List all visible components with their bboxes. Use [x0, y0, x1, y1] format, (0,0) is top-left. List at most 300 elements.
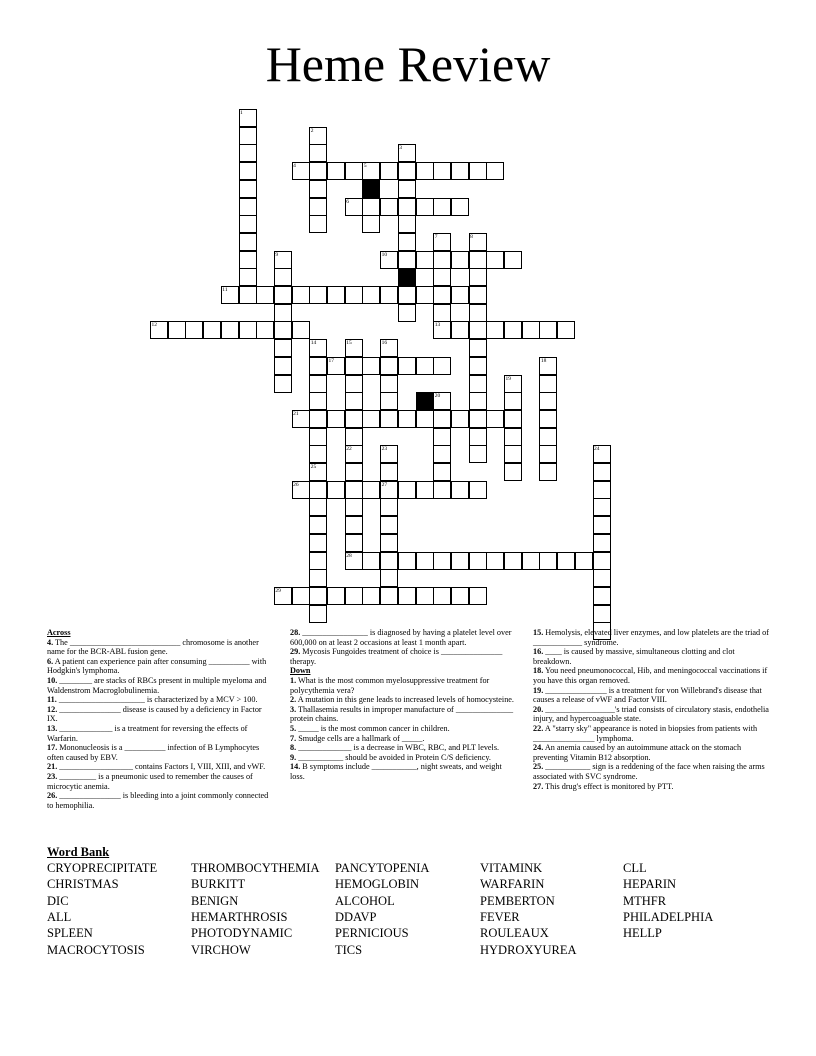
grid-cell[interactable] — [539, 392, 557, 410]
grid-cell[interactable] — [416, 251, 434, 269]
clue-number: 28 — [346, 552, 352, 559]
grid-cell[interactable] — [433, 552, 451, 570]
clue-number: 27 — [381, 481, 388, 488]
clue-number-label: 24. — [533, 743, 544, 753]
grid-cell[interactable] — [433, 463, 451, 481]
grid-cell[interactable] — [309, 534, 327, 552]
grid-cell[interactable] — [345, 463, 363, 481]
right-clues — [533, 628, 773, 791]
clue — [290, 628, 515, 647]
clue-number: 10 — [381, 251, 388, 258]
clue-number-label: 5. — [290, 723, 297, 733]
grid-cell[interactable] — [327, 162, 345, 180]
clue — [533, 743, 773, 762]
grid-cell[interactable] — [398, 215, 416, 233]
word-bank-item: MTHFR — [623, 893, 667, 908]
grid-cell[interactable] — [451, 410, 469, 428]
grid-cell[interactable] — [539, 463, 557, 481]
grid-cell[interactable] — [309, 428, 327, 446]
grid-cell[interactable] — [327, 286, 345, 304]
clue-text: You need pneumonococcal, Hib, and meningococcal vaccinations if you have this organ removed. — [533, 666, 768, 685]
grid-cell[interactable] — [239, 251, 257, 269]
grid-cell[interactable] — [380, 286, 398, 304]
grid-cell[interactable] — [309, 286, 327, 304]
clue-number: 2 — [310, 127, 314, 134]
clue — [533, 705, 773, 724]
word-bank-item: DDAVP — [335, 909, 377, 924]
word-bank-item: PEMBERTON — [480, 893, 555, 908]
grid-cell[interactable] — [557, 552, 575, 570]
clue — [47, 791, 272, 810]
clue-number: 7 — [434, 233, 438, 240]
grid-cell[interactable] — [380, 587, 398, 605]
grid-cell[interactable] — [469, 552, 487, 570]
grid-cell[interactable] — [309, 410, 327, 428]
grid-cell[interactable] — [239, 286, 257, 304]
clue-number-label: 6. — [47, 656, 54, 666]
grid-cell[interactable] — [504, 552, 522, 570]
grid-cell[interactable] — [292, 321, 310, 339]
page-title: Heme Review — [265, 36, 551, 92]
word-bank-item: HEPARIN — [623, 877, 677, 892]
grid-cell[interactable] — [539, 552, 557, 570]
grid-cell[interactable] — [309, 180, 327, 198]
grid-cell[interactable] — [593, 516, 611, 534]
grid-cell[interactable] — [486, 552, 504, 570]
grid-cell[interactable] — [522, 552, 540, 570]
grid-cell[interactable] — [398, 552, 416, 570]
grid-cell[interactable] — [362, 587, 380, 605]
grid-cell[interactable] — [486, 162, 504, 180]
grid-cell[interactable] — [593, 498, 611, 516]
grid-cell[interactable] — [398, 587, 416, 605]
clue-text: ____ is caused by massive, simultaneous clotting and clot breakdown. — [533, 647, 735, 666]
grid-cell[interactable] — [416, 552, 434, 570]
grid-cell[interactable] — [469, 268, 487, 286]
clue — [290, 695, 515, 705]
clue-number: 9 — [275, 251, 279, 258]
word-bank-item: HYDROXYUREA — [480, 942, 577, 957]
black-square — [416, 392, 434, 410]
grid-cell[interactable] — [309, 516, 327, 534]
clue-number: 18 — [540, 357, 547, 364]
clue-text: Thallasemia results in improper manufacture of ______________ protein chains. — [290, 704, 514, 724]
grid-cell[interactable] — [274, 268, 292, 286]
clue-number-label: 9. — [290, 752, 297, 762]
grid-cell[interactable] — [504, 321, 522, 339]
grid-cell[interactable] — [416, 286, 434, 304]
grid-cell[interactable] — [593, 569, 611, 587]
grid-cell[interactable] — [469, 162, 487, 180]
clue-number: 22 — [346, 446, 352, 453]
grid-cell[interactable] — [309, 498, 327, 516]
grid-cell[interactable] — [274, 321, 292, 339]
grid-cell[interactable] — [486, 251, 504, 269]
word-bank-item: PERNICIOUS — [335, 926, 409, 941]
word-bank-item: PHILADELPHIA — [623, 909, 714, 924]
clue-text: _________ is a pneumonic used to remember the causes of microcytic anemia. — [47, 771, 253, 791]
grid-cell[interactable] — [469, 375, 487, 393]
clue-text: Hemolysis, elevated liver enzymes, and low platelets are the triad of ____________ syndrome. — [533, 628, 769, 647]
grid-cell[interactable] — [345, 357, 363, 375]
grid-cell[interactable] — [380, 410, 398, 428]
clue-number: 23 — [381, 446, 388, 453]
grid-cell[interactable] — [557, 321, 575, 339]
grid-cell[interactable] — [345, 162, 363, 180]
grid-cell[interactable] — [398, 251, 416, 269]
grid-cell[interactable] — [309, 162, 327, 180]
across-continued-list — [290, 628, 515, 666]
grid-cell[interactable] — [469, 428, 487, 446]
clue-number-label: 28. — [290, 628, 301, 637]
grid-cell[interactable] — [398, 357, 416, 375]
word-bank-item: FEVER — [480, 909, 520, 924]
grid-cell[interactable] — [593, 463, 611, 481]
grid-cell[interactable] — [433, 481, 451, 499]
grid-cell[interactable] — [433, 357, 451, 375]
grid-cell[interactable] — [593, 534, 611, 552]
grid-cell[interactable] — [309, 481, 327, 499]
grid-cell[interactable] — [345, 286, 363, 304]
word-bank-item: PANCYTOPENIA — [335, 861, 430, 875]
clue — [47, 743, 272, 762]
clue-text: ________________ is diagnosed by having a platelet level over 600,000 on at least 2 occasions at least 1 month apart. — [290, 628, 512, 647]
grid-cell[interactable] — [416, 410, 434, 428]
grid-cell[interactable] — [451, 162, 469, 180]
clue — [47, 638, 272, 657]
grid-cell[interactable] — [433, 162, 451, 180]
grid-cell[interactable] — [416, 357, 434, 375]
word-bank-item: HEMOGLOBIN — [335, 877, 420, 892]
grid-cell[interactable] — [398, 410, 416, 428]
grid-cell[interactable] — [309, 357, 327, 375]
grid-cell[interactable] — [469, 339, 487, 357]
clue — [290, 724, 515, 734]
grid-cell[interactable] — [469, 286, 487, 304]
grid-cell[interactable] — [239, 198, 257, 216]
clue-text: An anemia caused by an autoimmune attack on the stomach preventing Vitamin B12 absorption. — [533, 743, 742, 762]
clue-number-label: 12. — [47, 704, 58, 714]
word-bank-item: PHOTODYNAMIC — [191, 926, 293, 941]
clue — [47, 772, 272, 791]
grid-cell[interactable] — [486, 321, 504, 339]
grid-cell[interactable] — [398, 481, 416, 499]
grid-cell[interactable] — [309, 552, 327, 570]
grid-cell[interactable] — [327, 410, 345, 428]
clue-number-label: 22. — [533, 723, 544, 733]
clue-number-label: 13. — [47, 723, 58, 733]
grid-cell[interactable] — [398, 304, 416, 322]
grid-cell[interactable] — [593, 587, 611, 605]
grid-cell[interactable] — [309, 215, 327, 233]
clue-number: 6 — [346, 198, 349, 205]
grid-cell[interactable] — [274, 286, 292, 304]
grid-cell[interactable] — [309, 569, 327, 587]
grid-cell[interactable] — [398, 286, 416, 304]
grid-cell[interactable] — [398, 180, 416, 198]
grid-cell[interactable] — [309, 392, 327, 410]
down-continued-list — [533, 628, 773, 791]
clue-text: _______________ is bleeding into a joint commonly connected to hemophilia. — [47, 791, 269, 810]
clue-text: The ___________________________ chromosome is another name for the BCR-ABL fusion gene. — [47, 637, 259, 657]
clue-number: 26 — [293, 481, 299, 488]
grid-cell[interactable] — [416, 162, 434, 180]
grid-cell[interactable] — [469, 445, 487, 463]
grid-cell[interactable] — [380, 392, 398, 410]
grid-cell[interactable] — [539, 321, 557, 339]
clue-number: 4 — [293, 163, 296, 170]
clue-text: _____________________ is characterized by a MCV > 100. — [56, 695, 258, 705]
clue — [533, 666, 773, 685]
word-bank-item: MACROCYTOSIS — [47, 942, 145, 957]
grid-cell[interactable] — [362, 481, 380, 499]
grid-cell[interactable] — [327, 481, 345, 499]
word-bank-item: THROMBOCYTHEMIA — [191, 861, 320, 875]
clue-number-label: 23. — [47, 771, 58, 781]
clue-number: 15 — [346, 340, 352, 347]
word-bank-item: ROULEAUX — [480, 926, 549, 941]
grid-cell[interactable] — [203, 321, 221, 339]
grid-cell[interactable] — [593, 605, 611, 623]
word-bank-item: WARFARIN — [480, 877, 545, 892]
clue — [533, 686, 773, 705]
clue-text: What is the most common myelosuppressive treatment for polycythemia vera? — [290, 675, 490, 695]
grid-cell[interactable] — [451, 481, 469, 499]
grid-cell[interactable] — [504, 463, 522, 481]
grid-cell[interactable] — [239, 127, 257, 145]
grid-cell[interactable] — [469, 304, 487, 322]
clue — [533, 782, 773, 792]
grid-cell[interactable] — [345, 428, 363, 446]
grid-cell[interactable] — [380, 198, 398, 216]
grid-cell[interactable] — [504, 392, 522, 410]
grid-cell[interactable] — [274, 304, 292, 322]
grid-cell[interactable] — [345, 392, 363, 410]
middle-clues — [290, 628, 515, 782]
grid-cell[interactable] — [380, 357, 398, 375]
grid-cell[interactable] — [185, 321, 203, 339]
grid-cell[interactable] — [451, 552, 469, 570]
grid-cell[interactable] — [416, 198, 434, 216]
grid-cell[interactable] — [469, 321, 487, 339]
grid-cell[interactable] — [345, 498, 363, 516]
grid-cell[interactable] — [433, 428, 451, 446]
clue — [47, 695, 272, 705]
word-bank-item: HELLP — [623, 926, 662, 941]
clue-number-label: 11. — [47, 695, 57, 705]
grid-cell[interactable] — [451, 587, 469, 605]
grid-cell[interactable] — [239, 268, 257, 286]
grid-cell[interactable] — [398, 233, 416, 251]
grid-cell[interactable] — [309, 445, 327, 463]
clue-number: 12 — [151, 322, 157, 329]
clue-text: _____________ is a treatment for reversing the effects of Warfarin. — [47, 723, 248, 743]
clue — [47, 762, 272, 772]
grid-cell[interactable] — [522, 321, 540, 339]
grid-cell[interactable] — [327, 587, 345, 605]
grid-cell[interactable] — [345, 375, 363, 393]
grid-cell[interactable] — [398, 198, 416, 216]
grid-cell[interactable] — [433, 198, 451, 216]
clue-number: 5 — [363, 163, 367, 170]
grid-cell[interactable] — [433, 445, 451, 463]
clue-number: 3 — [399, 145, 403, 152]
down-heading: Down — [290, 666, 311, 676]
grid-cell[interactable] — [433, 587, 451, 605]
grid-cell[interactable] — [469, 587, 487, 605]
grid-cell[interactable] — [380, 534, 398, 552]
word-bank-item: DIC — [47, 893, 69, 908]
grid-cell[interactable] — [239, 233, 257, 251]
grid-cell[interactable] — [469, 481, 487, 499]
clue-number-label: 19. — [533, 685, 544, 695]
clue-number: 11 — [222, 287, 228, 293]
grid-cell[interactable] — [168, 321, 186, 339]
grid-cell[interactable] — [309, 605, 327, 623]
grid-cell[interactable] — [345, 410, 363, 428]
word-bank-item: SPLEEN — [47, 926, 93, 941]
grid-cell[interactable] — [362, 215, 380, 233]
clue — [290, 734, 515, 744]
clue-number: 16 — [381, 340, 388, 347]
grid-cell[interactable] — [469, 410, 487, 428]
grid-cell[interactable] — [239, 144, 257, 162]
clue — [47, 676, 272, 695]
grid-cell[interactable] — [345, 481, 363, 499]
clue-number-label: 16. — [533, 647, 544, 657]
grid-cell[interactable] — [398, 162, 416, 180]
grid-cell[interactable] — [362, 286, 380, 304]
grid-cell[interactable] — [380, 569, 398, 587]
grid-cell[interactable] — [539, 445, 557, 463]
word-bank-item: BURKITT — [191, 877, 246, 892]
clue-text: _____ is the most common cancer in children. — [296, 723, 450, 733]
word-bank-item: BENIGN — [191, 893, 239, 908]
grid-cell[interactable] — [433, 268, 451, 286]
clue-text: ___________ should be avoided in Protein C/S deficiency. — [296, 752, 491, 762]
grid-cell[interactable] — [345, 534, 363, 552]
grid-cell[interactable] — [345, 587, 363, 605]
down-clue-list — [290, 676, 515, 782]
grid-cell[interactable] — [221, 321, 239, 339]
grid-cell[interactable] — [451, 251, 469, 269]
grid-cell[interactable] — [362, 198, 380, 216]
word-bank-heading: Word Bank — [47, 845, 110, 859]
clue-number-label: 3. — [290, 704, 297, 714]
grid-cell[interactable] — [274, 357, 292, 375]
grid-cell[interactable] — [469, 392, 487, 410]
clue-text: _________________'s triad consists of circulatory stasis, endothelia injury, and hypercoaguable state. — [533, 704, 769, 724]
grid-cell[interactable] — [380, 498, 398, 516]
clue-text: This drug's effect is monitored by PTT. — [543, 781, 674, 791]
word-bank-item: VIRCHOW — [191, 942, 251, 957]
grid-cell[interactable] — [380, 463, 398, 481]
clue — [533, 628, 773, 647]
grid-cell[interactable] — [575, 552, 593, 570]
clue-text: _____________ is a decrease in WBC, RBC, and PLT levels. — [296, 743, 500, 753]
grid-cell[interactable] — [593, 552, 611, 570]
grid-cell[interactable] — [239, 321, 257, 339]
grid-cell[interactable] — [469, 357, 487, 375]
clue-text: Mycosis Fungoides treatment of choice is _______________ therapy. — [290, 647, 503, 666]
word-bank-item: ALCOHOL — [335, 893, 395, 908]
grid-cell[interactable] — [539, 375, 557, 393]
grid-cell[interactable] — [416, 587, 434, 605]
across-heading: Across — [47, 628, 71, 637]
grid-cell[interactable] — [539, 428, 557, 446]
grid-cell[interactable] — [380, 375, 398, 393]
clue-number-label: 20. — [533, 704, 544, 714]
clue-number-label: 7. — [290, 733, 297, 743]
grid-cell[interactable] — [239, 162, 257, 180]
grid-cell[interactable] — [380, 162, 398, 180]
grid-cell[interactable] — [362, 357, 380, 375]
grid-cell[interactable] — [292, 286, 310, 304]
clue-number-label: 29. — [290, 647, 301, 657]
clue-text: __________________ contains Factors I, VIII, XIII, and vWF. — [57, 762, 266, 772]
grid-cell[interactable] — [309, 375, 327, 393]
clue-number-label: 15. — [533, 628, 544, 637]
clue-number-label: 14. — [290, 762, 301, 772]
grid-cell[interactable] — [345, 516, 363, 534]
grid-cell[interactable] — [362, 410, 380, 428]
clue-number: 19 — [505, 375, 511, 382]
grid-cell[interactable] — [239, 180, 257, 198]
grid-cell[interactable] — [433, 304, 451, 322]
grid-cell[interactable] — [469, 251, 487, 269]
clue-text: Smudge cells are a hallmark of _____. — [296, 733, 425, 743]
grid-cell[interactable] — [451, 321, 469, 339]
grid-cell[interactable] — [504, 251, 522, 269]
grid-cell[interactable] — [309, 587, 327, 605]
word-bank-item: TICS — [335, 942, 363, 957]
grid-cell[interactable] — [380, 552, 398, 570]
grid-cell[interactable] — [504, 428, 522, 446]
grid-cell[interactable] — [362, 552, 380, 570]
grid-cell[interactable] — [380, 516, 398, 534]
grid-cell[interactable] — [593, 481, 611, 499]
grid-cell[interactable] — [309, 144, 327, 162]
grid-cell[interactable] — [486, 410, 504, 428]
grid-cell[interactable] — [433, 286, 451, 304]
clue-text: _______________ is a treatment for von Willebrand's disease that causes a release of vWF and Factor VIII. — [533, 685, 762, 705]
clue-text: A patient can experience pain after consuming __________ with Hodgkin's lymphoma. — [47, 656, 267, 676]
clue-text: A "starry sky" appearance is noted in biopsies from patients with _______________ lymphoma. — [533, 723, 758, 743]
grid-cell[interactable] — [504, 410, 522, 428]
grid-cell[interactable] — [274, 375, 292, 393]
grid-cell[interactable] — [539, 410, 557, 428]
clue — [47, 705, 272, 724]
grid-cell[interactable] — [239, 215, 257, 233]
grid-cell[interactable] — [256, 286, 274, 304]
clue-number-label: 25. — [533, 762, 544, 772]
grid-cell[interactable] — [433, 251, 451, 269]
across-clue-list — [47, 638, 272, 811]
grid-cell[interactable] — [309, 198, 327, 216]
grid-cell[interactable] — [433, 410, 451, 428]
clue-number-label: 1. — [290, 675, 297, 685]
clue — [290, 743, 515, 753]
grid-cell[interactable] — [416, 481, 434, 499]
clue — [533, 647, 773, 666]
grid-cell[interactable] — [292, 587, 310, 605]
grid-cell[interactable] — [451, 286, 469, 304]
grid-cell[interactable] — [256, 321, 274, 339]
grid-cell[interactable] — [504, 445, 522, 463]
grid-cell[interactable] — [274, 339, 292, 357]
grid-cell[interactable] — [451, 198, 469, 216]
clue-text: A mutation in this gene leads to increased levels of homocysteine. — [296, 695, 514, 705]
